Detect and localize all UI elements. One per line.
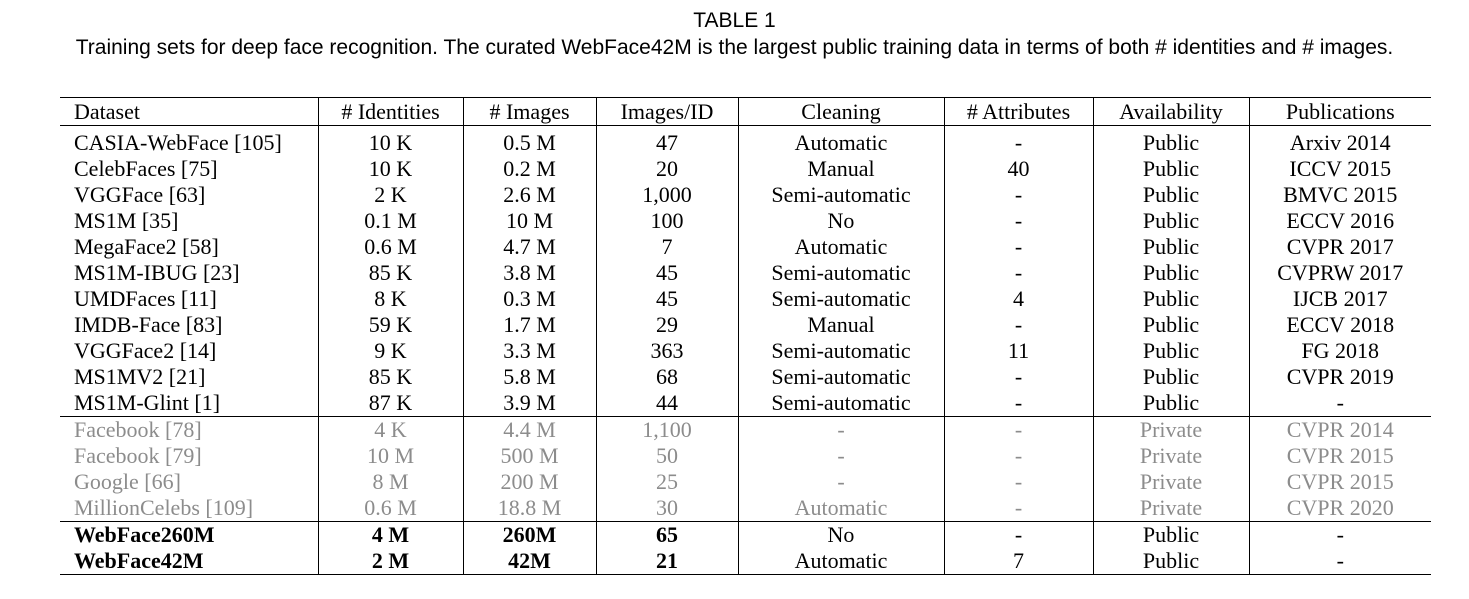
table-cell: Public [1093, 286, 1249, 312]
table-cell: 0.6 M [318, 495, 463, 522]
private-table-row [60, 495, 1431, 522]
table-cell: CVPR 2019 [1249, 364, 1431, 390]
table-cell: Public [1093, 260, 1249, 286]
dataset-name-cell: VGGFace [63] [74, 182, 206, 207]
table-cell: ICCV 2015 [1249, 156, 1431, 182]
table-cell: 40 [944, 156, 1093, 182]
dataset-name-cell: CASIA-WebFace [105] [74, 130, 282, 155]
table-cell: Public [1093, 130, 1249, 156]
column-header: # Images [463, 98, 596, 126]
dataset-name-cell: MS1MV2 [21] [74, 364, 206, 389]
table-cell: 4 K [318, 417, 463, 444]
table-row [60, 130, 1431, 156]
dataset-name-cell: WebFace260M [60, 522, 318, 549]
table-cell: 42M [463, 548, 596, 575]
table-cell: 2 K [318, 182, 463, 208]
table-row [60, 312, 1431, 338]
dataset-name-cell: MS1M [35] [74, 208, 179, 233]
table-cell: 4.4 M [463, 417, 596, 444]
table-cell: 500 M [463, 443, 596, 469]
table-cell: No [738, 522, 944, 549]
table-cell: 29 [596, 312, 738, 338]
dataset-name-cell: IMDB-Face [83] [74, 312, 223, 337]
table-caption: Training sets for deep face recognition. The curated WebFace42M is the largest public training data in terms of both # identities and # images. [75, 36, 1394, 59]
table-cell: - [738, 417, 944, 444]
table-cell: 68 [596, 364, 738, 390]
table-cell: Public [1093, 234, 1249, 260]
table-cell: 45 [596, 260, 738, 286]
table-cell: 21 [596, 548, 738, 575]
table-cell: 3.9 M [463, 390, 596, 417]
table-cell: - [944, 208, 1093, 234]
table-cell: Arxiv 2014 [1249, 130, 1431, 156]
table-cell: 3.8 M [463, 260, 596, 286]
table-cell: Public [1093, 522, 1249, 549]
dataset-name-cell: MegaFace2 [58] [74, 234, 219, 259]
table-cell: 2 M [318, 548, 463, 575]
webface-table-row [60, 548, 1431, 575]
table-cell: 363 [596, 338, 738, 364]
table-cell: CVPR 2015 [1249, 469, 1431, 495]
column-header: # Identities [318, 98, 463, 126]
table-row [60, 260, 1431, 286]
table-cell: 4 M [318, 522, 463, 549]
table-cell: 100 [596, 208, 738, 234]
table-cell: 10 K [318, 130, 463, 156]
table-cell: 10 M [463, 208, 596, 234]
table-cell: Public [1093, 182, 1249, 208]
table-cell: IJCB 2017 [1249, 286, 1431, 312]
private-table-row [60, 417, 1431, 444]
table-cell: 10 M [318, 443, 463, 469]
column-header: Images/ID [596, 98, 738, 126]
table-cell: 47 [596, 130, 738, 156]
table-cell: Automatic [738, 130, 944, 156]
table-row [60, 208, 1431, 234]
table-cell: FG 2018 [1249, 338, 1431, 364]
table-cell: 1,100 [596, 417, 738, 444]
table-cell: - [944, 364, 1093, 390]
dataset-name-cell: MillionCelebs [109] [74, 495, 254, 520]
dataset-name-cell: Google [66] [74, 469, 181, 494]
column-header: Cleaning [738, 98, 944, 126]
table-cell: 30 [596, 495, 738, 522]
table-cell: 9 K [318, 338, 463, 364]
table-cell: - [944, 260, 1093, 286]
table-cell: 1,000 [596, 182, 738, 208]
table-cell: Automatic [738, 548, 944, 575]
dataset-name-cell: CelebFaces [75] [74, 156, 218, 181]
table-cell: Automatic [738, 234, 944, 260]
table-cell: 0.5 M [463, 130, 596, 156]
table-cell: - [944, 443, 1093, 469]
table-cell: 8 M [318, 469, 463, 495]
table-cell: 200 M [463, 469, 596, 495]
table-cell: 11 [944, 338, 1093, 364]
table-row [60, 234, 1431, 260]
table-body [60, 126, 1431, 575]
table-cell: Semi-automatic [738, 338, 944, 364]
table-cell: 7 [944, 548, 1093, 575]
table-cell: 0.3 M [463, 286, 596, 312]
table-cell: - [944, 495, 1093, 522]
table-cell: 0.1 M [318, 208, 463, 234]
table-cell: Public [1093, 312, 1249, 338]
table-cell: 2.6 M [463, 182, 596, 208]
table-cell: Manual [738, 312, 944, 338]
table-cell: Public [1093, 364, 1249, 390]
column-header: # Attributes [944, 98, 1093, 126]
table-cell: CVPR 2015 [1249, 443, 1431, 469]
table-cell: 8 K [318, 286, 463, 312]
column-header: Availability [1093, 98, 1249, 126]
table-cell: - [944, 390, 1093, 417]
table-cell: 50 [596, 443, 738, 469]
table-cell: Public [1093, 390, 1249, 417]
table-cell: 87 K [318, 390, 463, 417]
table-cell: 85 K [318, 364, 463, 390]
table-row [60, 338, 1431, 364]
table-cell: 4.7 M [463, 234, 596, 260]
table-row [60, 364, 1431, 390]
table-cell: 7 [596, 234, 738, 260]
table-cell: - [944, 130, 1093, 156]
table-cell: Public [1093, 548, 1249, 575]
table-label: TABLE 1 [693, 9, 776, 32]
dataset-name-cell: WebFace42M [60, 548, 318, 575]
table-cell: 260M [463, 522, 596, 549]
dataset-name-cell: MS1M-IBUG [23] [74, 260, 240, 285]
dataset-name-cell: Facebook [79] [74, 443, 202, 468]
table-cell: Private [1093, 443, 1249, 469]
column-header: Publications [1249, 98, 1431, 126]
table-cell: - [738, 443, 944, 469]
dataset-name-cell: Facebook [78] [60, 417, 318, 444]
table-cell: 20 [596, 156, 738, 182]
header-row [60, 98, 1431, 126]
table-row [60, 286, 1431, 312]
table-cell: Semi-automatic [738, 260, 944, 286]
table-cell: 59 K [318, 312, 463, 338]
training-sets-table [60, 97, 1431, 575]
table-cell: 3.3 M [463, 338, 596, 364]
table-cell: Semi-automatic [738, 390, 944, 417]
table-cell: 0.6 M [318, 234, 463, 260]
private-table-row [60, 443, 1431, 469]
table-cell: Manual [738, 156, 944, 182]
table-cell: CVPR 2014 [1249, 417, 1431, 444]
table-cell: - [944, 522, 1093, 549]
table-cell: BMVC 2015 [1249, 182, 1431, 208]
table-cell: Public [1093, 156, 1249, 182]
table-cell: ECCV 2018 [1249, 312, 1431, 338]
table-cell: 0.2 M [463, 156, 596, 182]
dataset-name-cell: MS1M-Glint [1] [74, 390, 221, 415]
table-cell: Private [1093, 417, 1249, 444]
table-cell: Automatic [738, 495, 944, 522]
table-cell: 4 [944, 286, 1093, 312]
table-cell: - [944, 234, 1093, 260]
table-cell: Semi-automatic [738, 364, 944, 390]
table-cell: - [1249, 390, 1431, 417]
dataset-name-cell: VGGFace2 [14] [74, 338, 217, 363]
table-row [60, 156, 1431, 182]
dataset-name-cell: UMDFaces [11] [74, 286, 217, 311]
table-cell: 5.8 M [463, 364, 596, 390]
table-cell: Public [1093, 338, 1249, 364]
table-cell: Semi-automatic [738, 182, 944, 208]
table-cell: - [944, 469, 1093, 495]
table-cell: - [1249, 548, 1431, 575]
table-cell: 10 K [318, 156, 463, 182]
table-cell: - [944, 417, 1093, 444]
table-cell: 85 K [318, 260, 463, 286]
private-table-row [60, 469, 1431, 495]
table-cell: CVPR 2017 [1249, 234, 1431, 260]
table-cell: No [738, 208, 944, 234]
table-cell: 1.7 M [463, 312, 596, 338]
table-cell: Private [1093, 495, 1249, 522]
table-cell: - [944, 312, 1093, 338]
column-header: Dataset [60, 98, 318, 126]
webface-table-row [60, 522, 1431, 549]
table-cell: 65 [596, 522, 738, 549]
table-cell: Semi-automatic [738, 286, 944, 312]
table-cell: 18.8 M [463, 495, 596, 522]
table-cell: CVPRW 2017 [1249, 260, 1431, 286]
table-cell: Public [1093, 208, 1249, 234]
table-cell: 25 [596, 469, 738, 495]
table-cell: - [944, 182, 1093, 208]
table-cell: - [738, 469, 944, 495]
table-cell: Private [1093, 469, 1249, 495]
table-cell: 44 [596, 390, 738, 417]
table-cell: ECCV 2016 [1249, 208, 1431, 234]
table-row [60, 390, 1431, 417]
table-cell: 45 [596, 286, 738, 312]
table-cell: - [1249, 522, 1431, 549]
table-cell: CVPR 2020 [1249, 495, 1431, 522]
table-row [60, 182, 1431, 208]
